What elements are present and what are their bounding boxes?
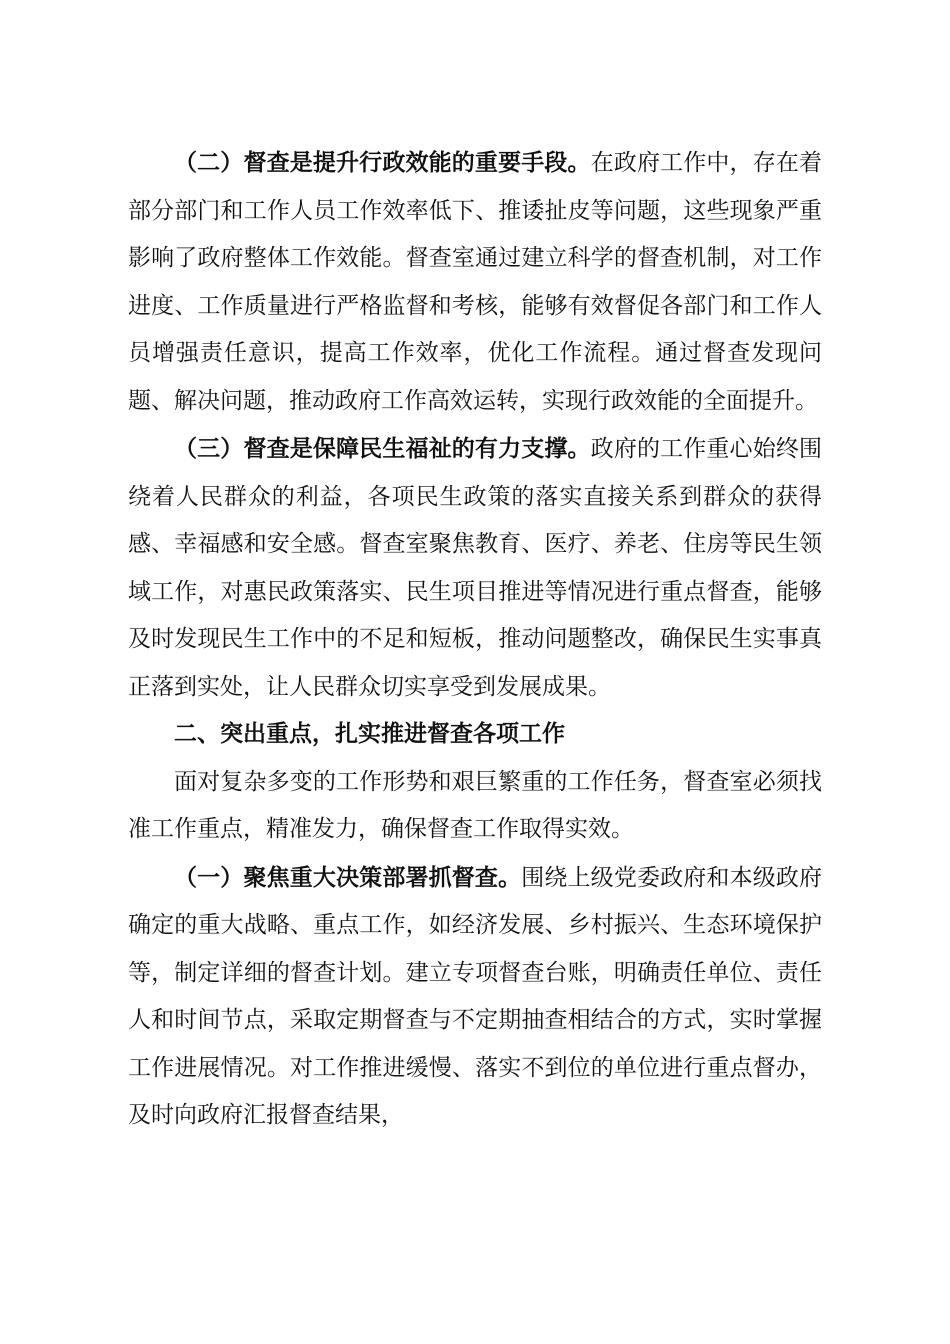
- paragraph-major-decisions: [128, 854, 822, 1140]
- section-heading: 二、突出重点，扎实推进督查各项工作: [174, 721, 565, 747]
- paragraph-lead: （二）督查是提升行政效能的重要手段。: [174, 149, 591, 176]
- paragraph-livelihood: [128, 425, 822, 711]
- paragraph-body: 围绕上级党委政府和本级政府确定的重大战略、重点工作，如经济发展、乡村振兴、生态环境保护等，制定详细的督查计划。建立专项督查台账，明确责任单位、责任人和时间节点，采取定期督查与不定期抽查相结合的方式，实时掌握工作进展情况。对工作推进缓慢、落实不到位的单位进行重点督办，及时向政府汇报督查结果，: [128, 864, 823, 1128]
- paragraph-lead: （一）聚焦重大决策部署抓督查。: [174, 863, 522, 891]
- paragraph-lead: （三）督查是保障民生福祉的有力支撑。: [174, 435, 591, 462]
- paragraph-body: 政府的工作重心始终围绕着人民群众的利益，各项民生政策的落实直接关系到群众的获得感、幸福感和安全感。督查室聚焦教育、医疗、养老、住房等民生领域工作，对惠民政策落实、民生项目推进等情况进行重点督查，能够及时发现民生工作中的不足和短板，推动问题整改，确保民生实事真正落到实处，让人民群众切实享受到发展成果。: [128, 436, 823, 700]
- section-intro: 面对复杂多变的工作形势和艰巨繁重的工作任务，督查室必须找准工作重点，精准发力，确保督查工作取得实效。: [128, 768, 822, 842]
- paragraph-body: 在政府工作中，存在着部分部门和工作人员工作效率低下、推诿扯皮等问题，这些现象严重影响了政府整体工作效能。督查室通过建立科学的督查机制，对工作进度、工作质量进行严格监督和考核，能够有效督促各部门和工作人员增强责任意识，提高工作效率，优化工作流程。通过督查发现问题、解决问题，推动政府工作高效运转，实现行政效能的全面提升。: [128, 150, 823, 414]
- paragraph-efficiency: [128, 139, 822, 425]
- document-page: [128, 139, 822, 1140]
